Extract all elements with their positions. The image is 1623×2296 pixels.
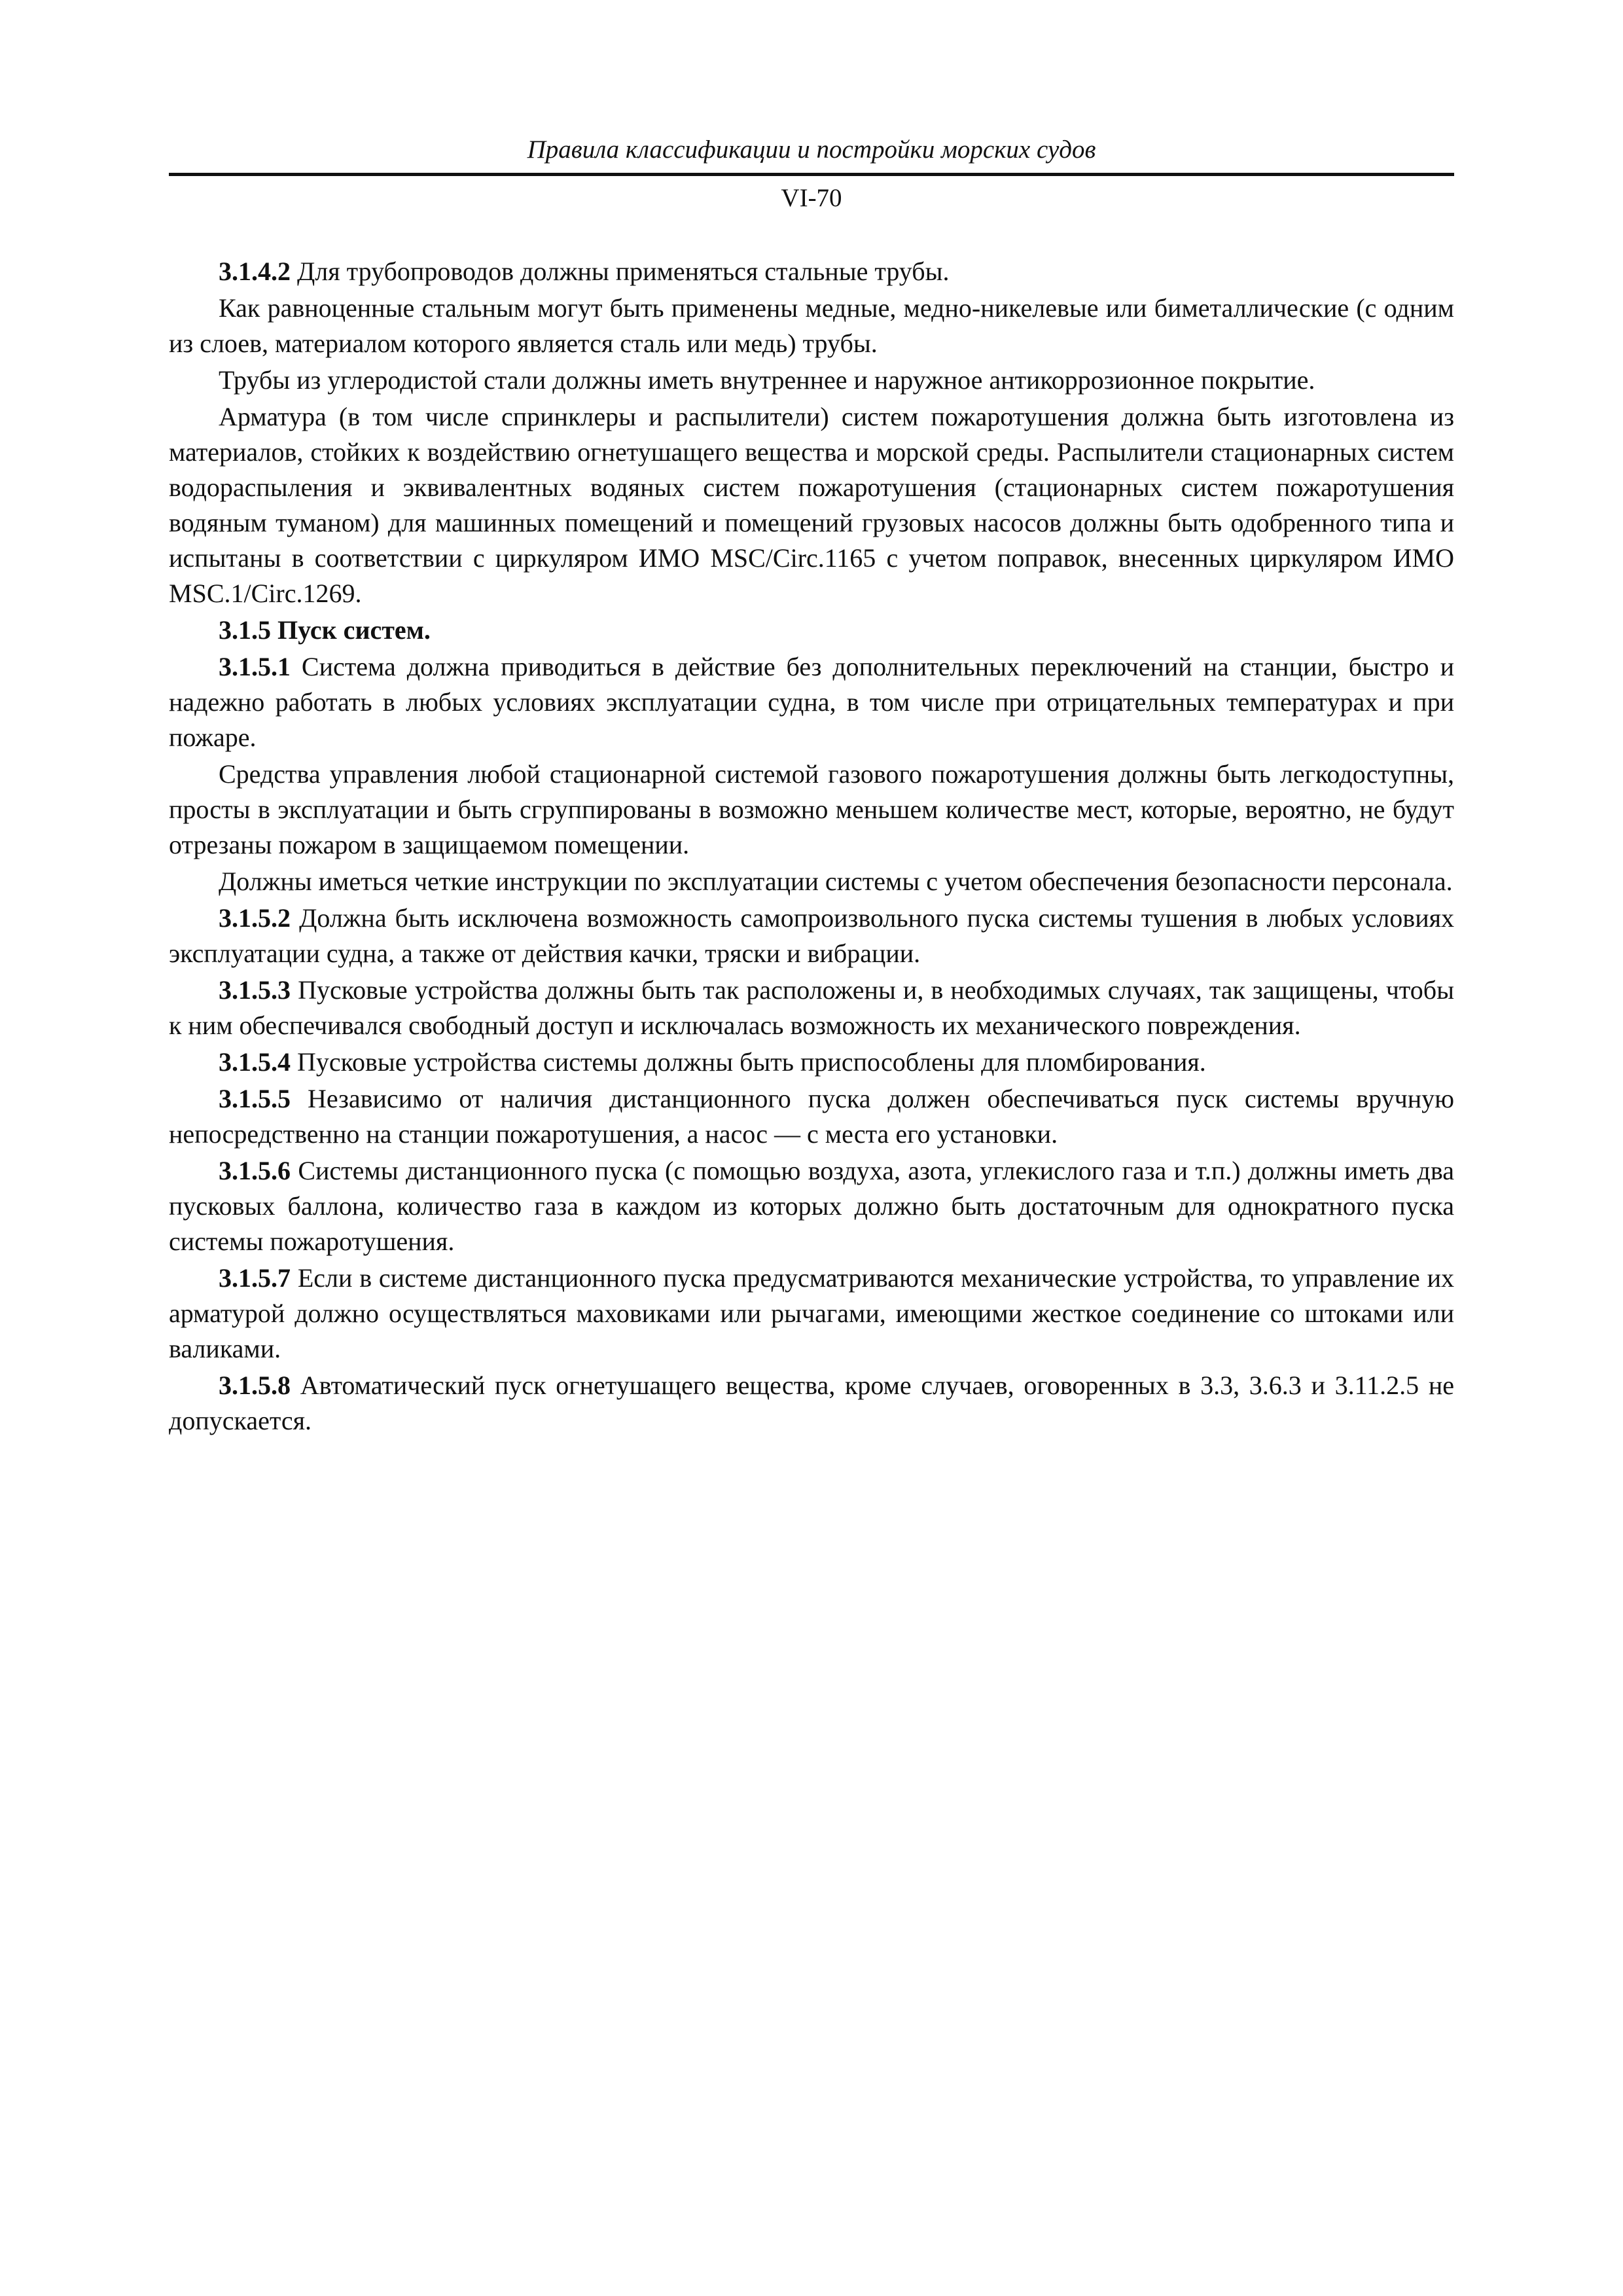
clause-number: 3.1.5.7 [219,1263,291,1293]
clause-number: 3.1.5.4 [219,1047,291,1077]
paragraph-carbon-steel-coating [169,363,1454,398]
paragraph-controls [169,757,1454,863]
clause-number: 3.1.5.8 [219,1371,291,1400]
clause-number: 3.1.5.6 [219,1156,291,1185]
paragraph-text: Для трубопроводов должны применяться стальные трубы. [291,257,950,286]
paragraph-text: Должны иметься четкие инструкции по эксплуатации системы с учетом обеспечения безопасности персонала. [219,867,1453,896]
paragraph-instructions [169,864,1454,899]
paragraph-text: Средства управления любой стационарной системой газового пожаротушения должны быть легкодоступны, просты в эксплуатации и быть сгруппированы в возможно меньшем количестве мест, которые, вероятно, не будут отрезаны пожаром в защищаемом помещении. [169,759,1454,859]
running-title: Правила классификации и постройки морских судов [527,135,1096,164]
clause-number: 3.1.5.1 [219,652,291,681]
paragraph-text: Если в системе дистанционного пуска предусматриваются механические устройства, то управление их арматурой должно осуществляться маховиками или рычагами, имеющими жесткое соединение со штоками или валиками. [169,1263,1454,1363]
paragraph-3-1-4-2 [169,254,1454,289]
paragraph-3-1-5-5 [169,1081,1454,1152]
section-heading-3-1-5 [169,613,1454,648]
paragraph-3-1-5-3 [169,973,1454,1043]
paragraph-text: Пусковые устройства должны быть так расположены и, в необходимых случаях, так защищены, чтобы к ним обеспечивался свободный доступ и исключалась возможность их механического повреждения. [169,975,1454,1040]
paragraph-text: Должна быть исключена возможность самопроизвольного пуска системы тушения в любых условиях эксплуатации судна, а также от действия качки, тряски и вибрации. [169,903,1454,968]
paragraph-text: Пусковые устройства системы должны быть приспособлены для пломбирования. [291,1047,1206,1077]
paragraph-3-1-5-4 [169,1045,1454,1080]
paragraph-text: Как равноценные стальным могут быть применены медные, медно-никелевые или биметаллические (с одним из слоев, материалом которого является сталь или медь) трубы. [169,293,1454,358]
header-rule [169,173,1454,176]
paragraph-3-1-5-8 [169,1368,1454,1439]
paragraph-3-1-5-6 [169,1153,1454,1259]
paragraph-3-1-5-1 [169,649,1454,755]
paragraph-fittings [169,399,1454,611]
section-heading: 3.1.5 Пуск систем. [219,615,431,645]
clause-number: 3.1.5.2 [219,903,291,933]
page-number: VI-70 [781,184,842,212]
clause-number: 3.1.5.5 [219,1084,291,1113]
paragraph-text: Система должна приводиться в действие без дополнительных переключений на станции, быстро и надежно работать в любых условиях эксплуатации судна, в том числе при отрицательных температурах и при пожаре. [169,652,1454,752]
clause-number: 3.1.5.3 [219,975,291,1005]
paragraph-text: Системы дистанционного пуска (с помощью воздуха, азота, углекислого газа и т.п.) должны иметь два пусковых баллона, количество газа в каждом из которых должно быть достаточным для однократного пуска системы пожаротушения. [169,1156,1454,1256]
paragraph-equivalent-pipes [169,291,1454,361]
paragraph-text: Трубы из углеродистой стали должны иметь внутреннее и наружное антикоррозионное покрытие. [219,365,1315,395]
paragraph-text: Арматура (в том числе спринклеры и распылители) систем пожаротушения должна быть изготовлена из материалов, стойких к воздействию огнетушащего вещества и морской среды. Распылители стационарных систем водораспыления и эквивалентных водяных систем пожаротушения (стационарных систем пожаротушения водяным туманом) для машинных помещений и помещений грузовых насосов должны быть одобренного типа и испытаны в соответствии с циркуляром ИМО MSC/Circ.1165 с учетом поправок, внесенных циркуляром ИМО MSC.1/Circ.1269. [169,402,1454,608]
paragraph-3-1-5-2 [169,901,1454,971]
document-body [169,254,1454,1440]
paragraph-text: Независимо от наличия дистанционного пуска должен обеспечиваться пуск системы вручную непосредственно на станции пожаротушения, а насос — с места его установки. [169,1084,1454,1149]
clause-number: 3.1.4.2 [219,257,291,286]
paragraph-3-1-5-7 [169,1261,1454,1367]
paragraph-text: Автоматический пуск огнетушащего вещества, кроме случаев, оговоренных в 3.3, 3.6.3 и 3.11.2.5 не допускается. [169,1371,1454,1435]
